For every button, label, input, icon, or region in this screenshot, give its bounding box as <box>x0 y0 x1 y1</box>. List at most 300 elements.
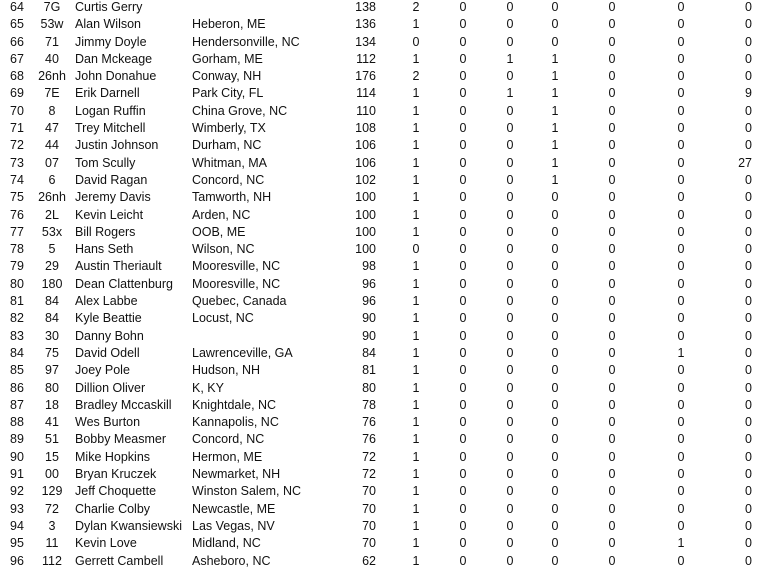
laps-led-cell: 27 <box>738 155 752 170</box>
top5-cell: 0 <box>506 484 514 499</box>
stat-cell: 0 <box>677 432 685 447</box>
driver-name-cell: Danny Bohn <box>75 328 144 343</box>
points-cell: 84 <box>362 345 376 360</box>
wins-cell: 0 <box>459 17 467 32</box>
position-cell: 83 <box>10 328 24 343</box>
laps-led-cell: 0 <box>745 536 752 551</box>
hometown-cell: Winston Salem, NC <box>192 484 302 499</box>
car-number-cell: 5 <box>48 242 56 257</box>
wins-cell: 0 <box>459 224 467 239</box>
starts-cell: 1 <box>412 51 420 66</box>
position-cell: 82 <box>10 311 24 326</box>
position-cell: 93 <box>10 501 24 516</box>
top5-cell: 0 <box>506 501 514 516</box>
stat-cell: 0 <box>677 311 685 326</box>
top5-cell: 1 <box>506 86 514 101</box>
starts-cell: 1 <box>412 121 420 136</box>
laps-led-cell: 0 <box>745 259 752 274</box>
points-cell: 176 <box>355 69 376 84</box>
car-number-cell: 11 <box>45 536 59 551</box>
table-row <box>0 155 768 172</box>
table-row <box>0 380 768 397</box>
starts-cell: 1 <box>412 484 420 499</box>
points-cell: 98 <box>362 259 376 274</box>
top5-cell: 0 <box>506 397 514 412</box>
starts-cell: 1 <box>412 294 420 309</box>
points-cell: 102 <box>355 172 376 187</box>
driver-name-cell: Bobby Measmer <box>75 432 167 447</box>
top10-cell: 0 <box>551 536 559 551</box>
starts-cell: 1 <box>412 172 420 187</box>
top5-cell: 0 <box>506 363 514 378</box>
table-row <box>0 51 768 68</box>
points-cell: 70 <box>362 536 376 551</box>
hometown-cell: Mooresville, NC <box>192 259 281 274</box>
starts-cell: 1 <box>412 311 420 326</box>
stat-cell: 0 <box>677 294 685 309</box>
table-row <box>0 276 768 293</box>
top5-cell: 1 <box>506 51 514 66</box>
laps-led-cell: 0 <box>745 17 752 32</box>
wins-cell: 0 <box>459 518 467 533</box>
wins-cell: 0 <box>459 311 467 326</box>
wins-cell: 0 <box>459 190 467 205</box>
poles-cell: 0 <box>608 467 616 482</box>
car-number-cell: 8 <box>48 103 56 118</box>
laps-led-cell: 0 <box>745 553 752 568</box>
wins-cell: 0 <box>459 449 467 464</box>
poles-cell: 0 <box>608 536 616 551</box>
wins-cell: 0 <box>459 432 467 447</box>
car-number-cell: 129 <box>41 484 63 499</box>
table-row <box>0 241 768 258</box>
poles-cell: 0 <box>608 518 616 533</box>
poles-cell: 0 <box>608 242 616 257</box>
car-number-cell: 97 <box>45 363 59 378</box>
driver-name-cell: Austin Theriault <box>75 259 162 274</box>
poles-cell: 0 <box>608 276 616 291</box>
starts-cell: 1 <box>412 363 420 378</box>
driver-name-cell: Tom Scully <box>75 155 136 170</box>
table-row <box>0 0 768 16</box>
position-cell: 71 <box>10 121 24 136</box>
top5-cell: 0 <box>506 553 514 568</box>
car-number-cell: 26nh <box>38 190 66 205</box>
points-cell: 72 <box>362 449 376 464</box>
poles-cell: 0 <box>608 363 616 378</box>
table-row <box>0 535 768 552</box>
driver-name-cell: Joey Pole <box>75 363 130 378</box>
top5-cell: 0 <box>506 121 514 136</box>
driver-name-cell: Kyle Beattie <box>75 311 142 326</box>
table-row <box>0 431 768 448</box>
top10-cell: 0 <box>551 449 559 464</box>
wins-cell: 0 <box>459 397 467 412</box>
table-row <box>0 483 768 500</box>
stat-cell: 0 <box>677 242 685 257</box>
driver-name-cell: Alan Wilson <box>75 17 141 32</box>
hometown-cell: Concord, NC <box>192 172 265 187</box>
starts-cell: 1 <box>412 138 420 153</box>
laps-led-cell: 0 <box>745 432 752 447</box>
position-cell: 95 <box>10 536 24 551</box>
poles-cell: 0 <box>608 155 616 170</box>
poles-cell: 0 <box>608 432 616 447</box>
top10-cell: 1 <box>551 121 559 136</box>
points-cell: 90 <box>362 311 376 326</box>
wins-cell: 0 <box>459 415 467 430</box>
starts-cell: 1 <box>412 518 420 533</box>
top10-cell: 0 <box>551 242 559 257</box>
position-cell: 70 <box>10 103 24 118</box>
stat-cell: 0 <box>677 467 685 482</box>
wins-cell: 0 <box>459 553 467 568</box>
poles-cell: 0 <box>608 415 616 430</box>
laps-led-cell: 0 <box>745 121 752 136</box>
top5-cell: 0 <box>506 415 514 430</box>
points-cell: 96 <box>362 276 376 291</box>
top5-cell: 0 <box>506 103 514 118</box>
laps-led-cell: 9 <box>745 86 752 101</box>
points-cell: 100 <box>355 207 376 222</box>
stat-cell: 0 <box>677 69 685 84</box>
poles-cell: 0 <box>608 259 616 274</box>
car-number-cell: 53w <box>40 17 64 32</box>
driver-name-cell: David Ragan <box>75 172 148 187</box>
top10-cell: 1 <box>551 172 559 187</box>
starts-cell: 1 <box>412 536 420 551</box>
position-cell: 88 <box>10 415 24 430</box>
hometown-cell: Newcastle, ME <box>192 501 276 516</box>
top5-cell: 0 <box>506 380 514 395</box>
laps-led-cell: 0 <box>745 103 752 118</box>
driver-name-cell: Mike Hopkins <box>75 449 151 464</box>
top5-cell: 0 <box>506 432 514 447</box>
hometown-cell: Kannapolis, NC <box>192 415 279 430</box>
laps-led-cell: 0 <box>745 69 752 84</box>
table-row <box>0 189 768 206</box>
poles-cell: 0 <box>608 294 616 309</box>
points-cell: 136 <box>355 17 376 32</box>
table-row <box>0 362 768 379</box>
laps-led-cell: 0 <box>745 51 752 66</box>
table-row <box>0 224 768 241</box>
points-cell: 106 <box>355 138 376 153</box>
hometown-cell: Asheboro, NC <box>192 553 271 568</box>
stat-cell: 0 <box>677 553 685 568</box>
stat-cell: 0 <box>677 449 685 464</box>
starts-cell: 1 <box>412 345 420 360</box>
driver-name-cell: David Odell <box>75 345 140 360</box>
car-number-cell: 44 <box>45 138 59 153</box>
poles-cell: 0 <box>608 190 616 205</box>
hometown-cell: China Grove, NC <box>192 103 288 118</box>
top5-cell: 0 <box>506 190 514 205</box>
points-cell: 70 <box>362 484 376 499</box>
stat-cell: 0 <box>677 328 685 343</box>
car-number-cell: 18 <box>45 397 59 412</box>
wins-cell: 0 <box>459 34 467 49</box>
position-cell: 66 <box>10 34 24 49</box>
starts-cell: 1 <box>412 449 420 464</box>
stat-cell: 0 <box>677 121 685 136</box>
car-number-cell: 7E <box>44 86 60 101</box>
starts-cell: 1 <box>412 155 420 170</box>
laps-led-cell: 0 <box>745 345 752 360</box>
stat-cell: 0 <box>677 380 685 395</box>
wins-cell: 0 <box>459 380 467 395</box>
driver-name-cell: Hans Seth <box>75 242 134 257</box>
laps-led-cell: 0 <box>745 328 752 343</box>
stat-cell: 0 <box>677 276 685 291</box>
poles-cell: 0 <box>608 311 616 326</box>
stat-cell: 0 <box>677 207 685 222</box>
hometown-cell: Arden, NC <box>192 207 251 222</box>
laps-led-cell: 0 <box>745 518 752 533</box>
stat-cell: 0 <box>677 138 685 153</box>
hometown-cell: Hendersonville, NC <box>192 34 300 49</box>
position-cell: 69 <box>10 86 24 101</box>
driver-name-cell: Dillion Oliver <box>75 380 146 395</box>
car-number-cell: 07 <box>45 155 59 170</box>
starts-cell: 1 <box>412 276 420 291</box>
poles-cell: 0 <box>608 224 616 239</box>
driver-name-cell: Charlie Colby <box>75 501 151 516</box>
points-cell: 112 <box>356 51 376 66</box>
car-number-cell: 112 <box>42 553 62 568</box>
laps-led-cell: 0 <box>745 415 752 430</box>
position-cell: 94 <box>10 518 24 533</box>
laps-led-cell: 0 <box>745 311 752 326</box>
car-number-cell: 71 <box>45 34 59 49</box>
points-cell: 78 <box>362 397 376 412</box>
top10-cell: 1 <box>551 51 559 66</box>
car-number-cell: 7G <box>43 0 61 14</box>
stat-cell: 1 <box>677 536 685 551</box>
starts-cell: 1 <box>412 501 420 516</box>
top10-cell: 0 <box>551 294 559 309</box>
poles-cell: 0 <box>608 207 616 222</box>
wins-cell: 0 <box>459 69 467 84</box>
position-cell: 86 <box>10 380 24 395</box>
starts-cell: 1 <box>412 259 420 274</box>
laps-led-cell: 0 <box>745 172 752 187</box>
position-cell: 84 <box>10 345 24 360</box>
poles-cell: 0 <box>608 345 616 360</box>
top10-cell: 1 <box>551 103 559 118</box>
top5-cell: 0 <box>506 276 514 291</box>
top10-cell: 0 <box>551 0 559 14</box>
hometown-cell: Las Vegas, NV <box>192 518 275 533</box>
top10-cell: 0 <box>551 328 559 343</box>
poles-cell: 0 <box>608 484 616 499</box>
hometown-cell: Mooresville, NC <box>192 276 281 291</box>
poles-cell: 0 <box>608 103 616 118</box>
car-number-cell: 72 <box>45 501 59 516</box>
driver-name-cell: Jeremy Davis <box>75 190 151 205</box>
starts-cell: 1 <box>412 553 420 568</box>
stat-cell: 0 <box>677 397 685 412</box>
top5-cell: 0 <box>506 259 514 274</box>
driver-name-cell: Jimmy Doyle <box>75 34 147 49</box>
driver-name-cell: Trey Mitchell <box>75 121 146 136</box>
position-cell: 64 <box>10 0 24 14</box>
car-number-cell: 26nh <box>38 69 66 84</box>
wins-cell: 0 <box>459 345 467 360</box>
stat-cell: 0 <box>677 103 685 118</box>
top10-cell: 0 <box>551 311 559 326</box>
wins-cell: 0 <box>459 86 467 101</box>
starts-cell: 1 <box>412 328 420 343</box>
wins-cell: 0 <box>459 536 467 551</box>
car-number-cell: 80 <box>45 380 59 395</box>
car-number-cell: 40 <box>45 51 59 66</box>
car-number-cell: 15 <box>45 449 59 464</box>
top10-cell: 0 <box>551 467 559 482</box>
driver-name-cell: Wes Burton <box>75 415 141 430</box>
stat-cell: 0 <box>677 172 685 187</box>
table-row <box>0 397 768 414</box>
laps-led-cell: 0 <box>745 467 752 482</box>
points-cell: 81 <box>362 363 376 378</box>
points-cell: 110 <box>356 103 376 118</box>
position-cell: 78 <box>10 242 24 257</box>
wins-cell: 0 <box>459 467 467 482</box>
car-number-cell: 00 <box>45 467 59 482</box>
hometown-cell: Concord, NC <box>192 432 265 447</box>
car-number-cell: 53x <box>41 224 63 239</box>
top10-cell: 0 <box>551 518 559 533</box>
driver-name-cell: Erik Darnell <box>75 86 140 101</box>
table-row <box>0 16 768 33</box>
laps-led-cell: 0 <box>745 138 752 153</box>
table-row <box>0 34 768 51</box>
top10-cell: 1 <box>551 86 559 101</box>
top5-cell: 0 <box>506 17 514 32</box>
top5-cell: 0 <box>506 155 514 170</box>
laps-led-cell: 0 <box>745 276 752 291</box>
top10-cell: 1 <box>551 69 559 84</box>
wins-cell: 0 <box>459 103 467 118</box>
laps-led-cell: 0 <box>745 207 752 222</box>
points-cell: 134 <box>355 34 376 49</box>
top10-cell: 0 <box>551 34 559 49</box>
poles-cell: 0 <box>608 501 616 516</box>
hometown-cell: Whitman, MA <box>192 155 268 170</box>
stat-cell: 0 <box>677 415 685 430</box>
points-cell: 100 <box>355 190 376 205</box>
hometown-cell: Hermon, ME <box>192 449 263 464</box>
car-number-cell: 29 <box>45 259 59 274</box>
wins-cell: 0 <box>459 242 467 257</box>
top5-cell: 0 <box>506 224 514 239</box>
starts-cell: 0 <box>412 242 420 257</box>
stat-cell: 0 <box>677 34 685 49</box>
points-cell: 114 <box>356 86 376 101</box>
position-cell: 76 <box>10 207 24 222</box>
top10-cell: 0 <box>551 345 559 360</box>
driver-name-cell: Bradley Mccaskill <box>75 397 172 412</box>
wins-cell: 0 <box>459 259 467 274</box>
stat-cell: 0 <box>677 86 685 101</box>
laps-led-cell: 0 <box>745 449 752 464</box>
starts-cell: 2 <box>412 69 420 84</box>
top5-cell: 0 <box>506 328 514 343</box>
driver-name-cell: John Donahue <box>75 69 157 84</box>
poles-cell: 0 <box>608 172 616 187</box>
laps-led-cell: 0 <box>745 397 752 412</box>
table-row <box>0 207 768 224</box>
driver-name-cell: Alex Labbe <box>75 294 138 309</box>
points-cell: 108 <box>355 121 376 136</box>
top10-cell: 0 <box>551 224 559 239</box>
poles-cell: 0 <box>608 17 616 32</box>
stat-cell: 0 <box>677 224 685 239</box>
starts-cell: 1 <box>412 380 420 395</box>
laps-led-cell: 0 <box>745 501 752 516</box>
driver-name-cell: Kevin Love <box>75 536 137 551</box>
driver-name-cell: Jeff Choquette <box>75 484 157 499</box>
position-cell: 67 <box>10 51 24 66</box>
position-cell: 85 <box>10 363 24 378</box>
wins-cell: 0 <box>459 207 467 222</box>
stat-cell: 0 <box>677 259 685 274</box>
hometown-cell: K, KY <box>192 380 224 395</box>
table-row <box>0 518 768 535</box>
top10-cell: 0 <box>551 397 559 412</box>
table-row <box>0 293 768 310</box>
poles-cell: 0 <box>608 34 616 49</box>
top5-cell: 0 <box>506 172 514 187</box>
position-cell: 72 <box>10 138 24 153</box>
stat-cell: 1 <box>677 345 685 360</box>
top5-cell: 0 <box>506 207 514 222</box>
top5-cell: 0 <box>506 69 514 84</box>
stat-cell: 0 <box>677 17 685 32</box>
wins-cell: 0 <box>459 276 467 291</box>
points-cell: 70 <box>362 518 376 533</box>
laps-led-cell: 0 <box>745 363 752 378</box>
car-number-cell: 41 <box>45 415 59 430</box>
points-cell: 100 <box>355 242 376 257</box>
table-row <box>0 85 768 102</box>
hometown-cell: Lawrenceville, GA <box>192 345 293 360</box>
driver-name-cell: Bill Rogers <box>75 224 136 239</box>
laps-led-cell: 0 <box>745 294 752 309</box>
car-number-cell: 47 <box>45 121 59 136</box>
poles-cell: 0 <box>608 397 616 412</box>
table-row <box>0 310 768 327</box>
driver-name-cell: Dylan Kwansiewski <box>75 518 182 533</box>
car-number-cell: 180 <box>41 276 63 291</box>
wins-cell: 0 <box>459 328 467 343</box>
car-number-cell: 84 <box>45 294 59 309</box>
poles-cell: 0 <box>608 380 616 395</box>
starts-cell: 0 <box>412 34 420 49</box>
poles-cell: 0 <box>608 328 616 343</box>
stat-cell: 0 <box>677 518 685 533</box>
hometown-cell: Durham, NC <box>192 138 262 153</box>
laps-led-cell: 0 <box>745 190 752 205</box>
position-cell: 92 <box>10 484 24 499</box>
laps-led-cell: 0 <box>745 0 752 14</box>
points-cell: 138 <box>355 0 376 14</box>
points-cell: 80 <box>362 380 376 395</box>
table-row <box>0 449 768 466</box>
table-row <box>0 172 768 189</box>
top10-cell: 0 <box>551 363 559 378</box>
wins-cell: 0 <box>459 51 467 66</box>
